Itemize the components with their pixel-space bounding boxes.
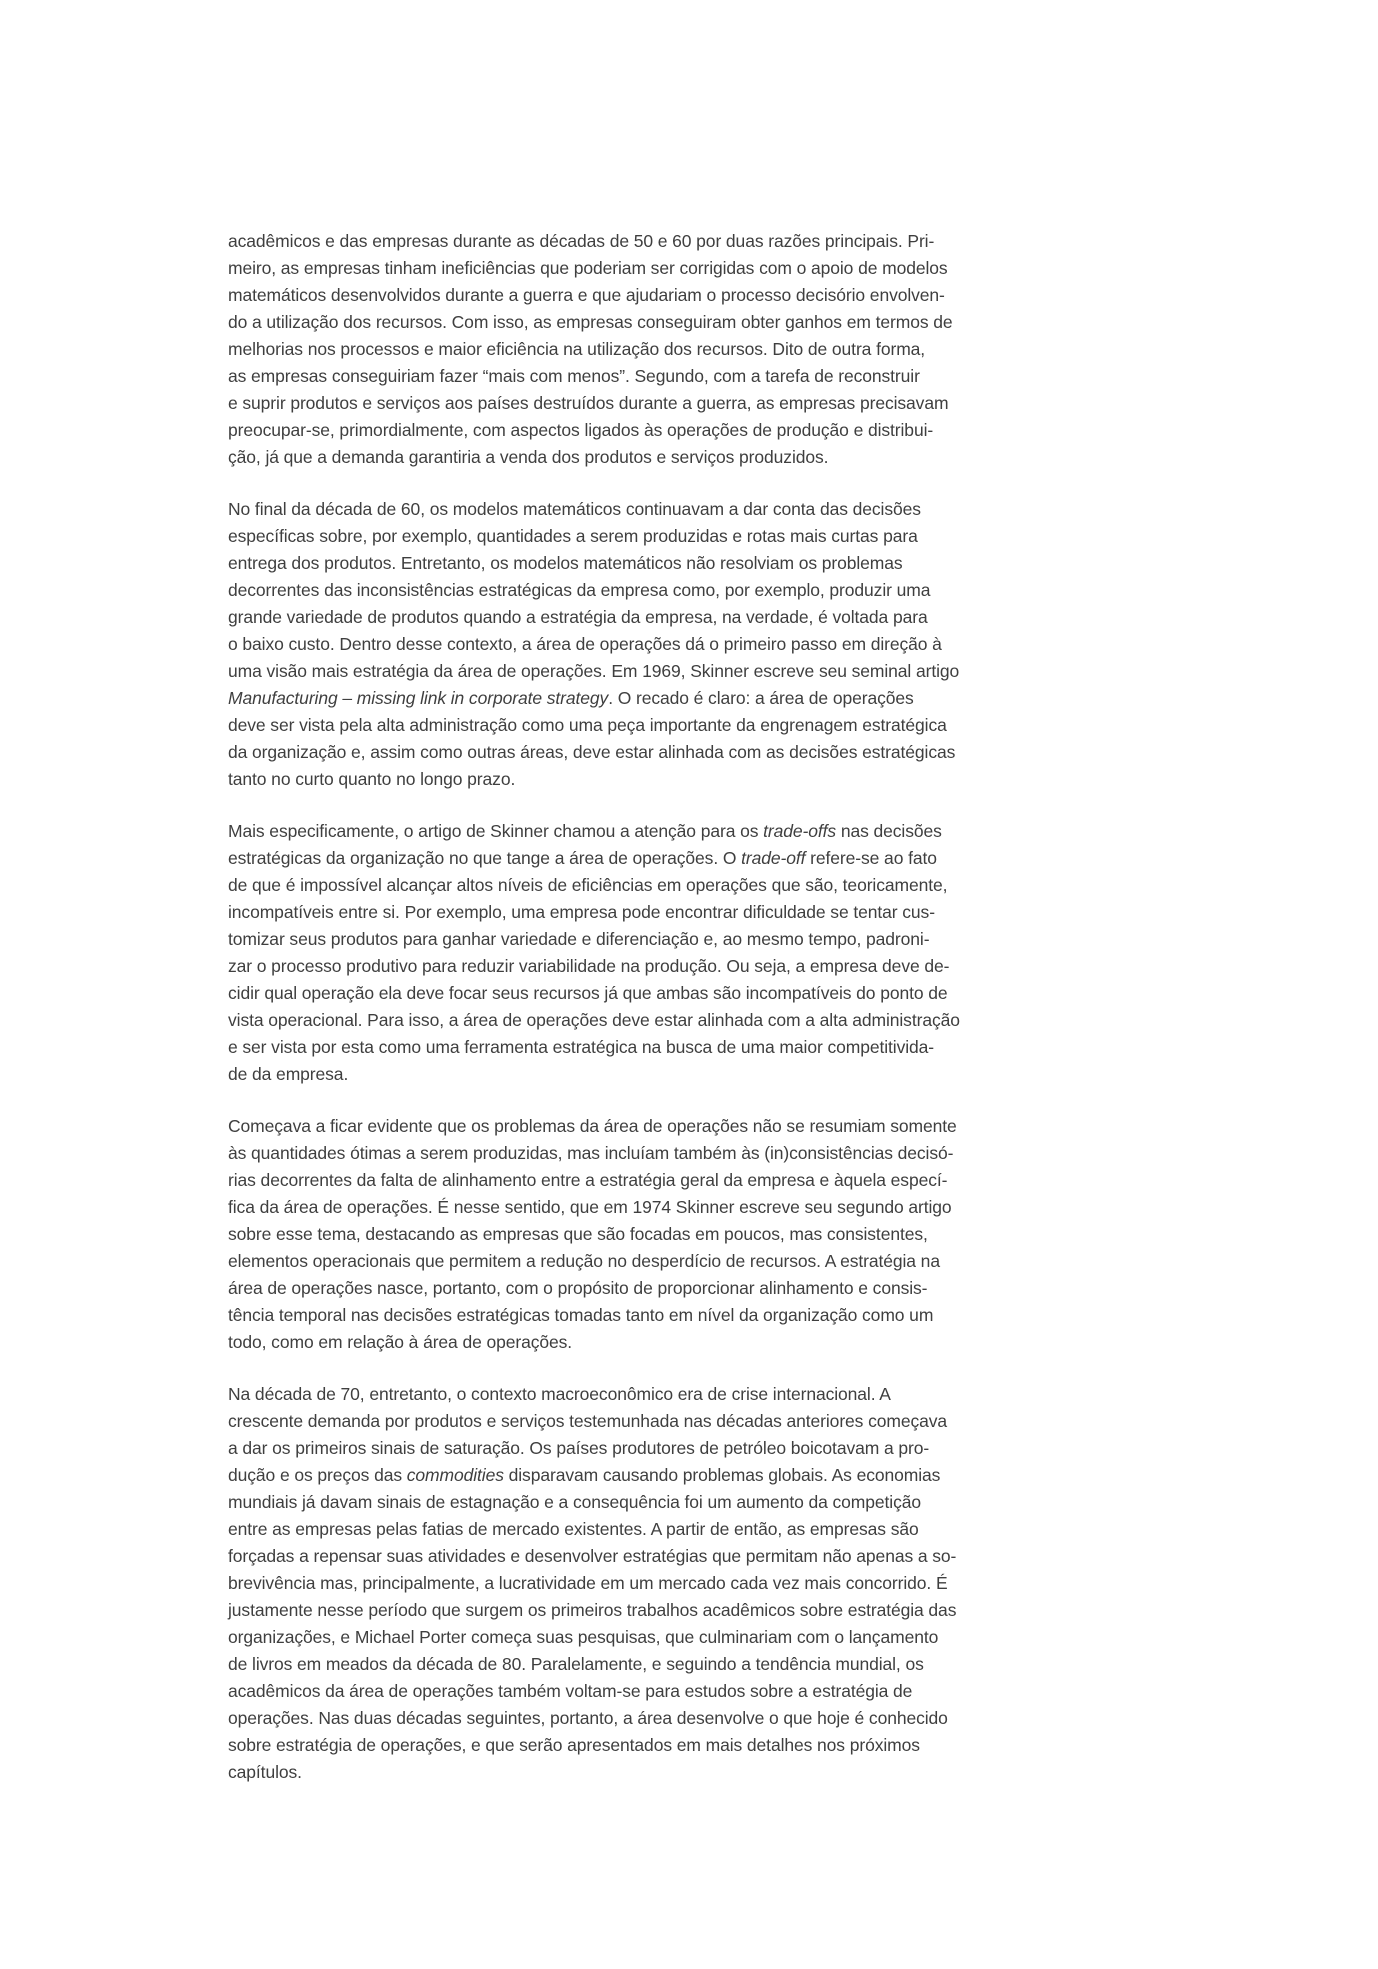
text-run: uma visão mais estratégia da área de operações. Em 1969, Skinner escreve seu seminal artigo bbox=[228, 661, 960, 681]
text-run: do a utilização dos recursos. Com isso, as empresas conseguiram obter ganhos em termos de bbox=[228, 312, 953, 332]
text-run: elementos operacionais que permitem a redução no desperdício de recursos. A estratégia na bbox=[228, 1251, 940, 1271]
text-line bbox=[228, 417, 990, 444]
text-line bbox=[228, 577, 990, 604]
text-run: justamente nesse período que surgem os primeiros trabalhos acadêmicos sobre estratégia das bbox=[228, 1600, 957, 1620]
text-line bbox=[228, 496, 990, 523]
text-line bbox=[228, 255, 990, 282]
text-run: área de operações nasce, portanto, com o propósito de proporcionar alinhamento e consis- bbox=[228, 1278, 928, 1298]
text-run: e suprir produtos e serviços aos países destruídos durante a guerra, as empresas precisavam bbox=[228, 393, 949, 413]
text-line bbox=[228, 390, 990, 417]
text-run: e ser vista por esta como uma ferramenta estratégica na busca de uma maior competitivida- bbox=[228, 1037, 935, 1057]
text-line bbox=[228, 1543, 990, 1570]
text-line bbox=[228, 1678, 990, 1705]
text-line bbox=[228, 1381, 990, 1408]
italic-text-run: trade-off bbox=[741, 848, 806, 868]
text-line bbox=[228, 1061, 990, 1088]
text-line bbox=[228, 1624, 990, 1651]
text-run: acadêmicos da área de operações também voltam-se para estudos sobre a estratégia de bbox=[228, 1681, 913, 1701]
text-line bbox=[228, 1248, 990, 1275]
text-line bbox=[228, 1570, 990, 1597]
text-line bbox=[228, 1194, 990, 1221]
text-line bbox=[228, 336, 990, 363]
text-line bbox=[228, 1007, 990, 1034]
text-line bbox=[228, 1302, 990, 1329]
text-line bbox=[228, 282, 990, 309]
text-run: refere-se ao fato bbox=[805, 848, 937, 868]
text-run: Na década de 70, entretanto, o contexto macroeconômico era de crise internacional. A bbox=[228, 1384, 891, 1404]
text-line bbox=[228, 1651, 990, 1678]
text-line bbox=[228, 1489, 990, 1516]
text-line bbox=[228, 444, 990, 471]
text-block bbox=[228, 228, 990, 1811]
text-line bbox=[228, 818, 990, 845]
text-run: dução e os preços das bbox=[228, 1465, 407, 1485]
text-line bbox=[228, 899, 990, 926]
text-run: incompatíveis entre si. Por exemplo, uma empresa pode encontrar dificuldade se tentar cus- bbox=[228, 902, 935, 922]
paragraph bbox=[228, 496, 990, 793]
text-run: tomizar seus produtos para ganhar variedade e diferenciação e, ao mesmo tempo, padroni- bbox=[228, 929, 930, 949]
text-line bbox=[228, 1140, 990, 1167]
text-line bbox=[228, 1732, 990, 1759]
text-run: disparavam causando problemas globais. As economias bbox=[503, 1465, 941, 1485]
text-run: matemáticos desenvolvidos durante a guerra e que ajudariam o processo decisório envolven- bbox=[228, 285, 945, 305]
text-run: decorrentes das inconsistências estratégicas da empresa como, por exemplo, produzir uma bbox=[228, 580, 931, 600]
text-line bbox=[228, 1408, 990, 1435]
text-run: da organização e, assim como outras áreas, deve estar alinhada com as decisões estratégicas bbox=[228, 742, 956, 762]
text-run: meiro, as empresas tinham ineficiências que poderiam ser corrigidas com o apoio de modelos bbox=[228, 258, 948, 278]
italic-text-run: Manufacturing – missing link in corporate strategy bbox=[228, 688, 609, 708]
text-run: o baixo custo. Dentro desse contexto, a área de operações dá o primeiro passo em direção à bbox=[228, 634, 942, 654]
text-run: a dar os primeiros sinais de saturação. Os países produtores de petróleo boicotavam a pro- bbox=[228, 1438, 930, 1458]
text-line bbox=[228, 1113, 990, 1140]
text-line bbox=[228, 1759, 990, 1786]
text-run: vista operacional. Para isso, a área de operações deve estar alinhada com a alta administração bbox=[228, 1010, 960, 1030]
text-run: melhorias nos processos e maior eficiência na utilização dos recursos. Dito de outra forma, bbox=[228, 339, 926, 359]
text-line bbox=[228, 926, 990, 953]
text-line bbox=[228, 685, 990, 712]
text-run: operações. Nas duas décadas seguintes, portanto, a área desenvolve o que hoje é conhecido bbox=[228, 1708, 948, 1728]
text-line bbox=[228, 1329, 990, 1356]
text-run: rias decorrentes da falta de alinhamento entre a estratégia geral da empresa e àquela especí- bbox=[228, 1170, 948, 1190]
text-line bbox=[228, 712, 990, 739]
text-line bbox=[228, 1705, 990, 1732]
text-run: deve ser vista pela alta administração como uma peça importante da engrenagem estratégica bbox=[228, 715, 947, 735]
text-line bbox=[228, 1167, 990, 1194]
italic-text-run: trade-offs bbox=[763, 821, 837, 841]
text-run: fica da área de operações. É nesse sentido, que em 1974 Skinner escreve seu segundo artigo bbox=[228, 1197, 952, 1217]
text-run: específicas sobre, por exemplo, quantidades a serem produzidas e rotas mais curtas para bbox=[228, 526, 918, 546]
text-run: de da empresa. bbox=[228, 1064, 349, 1084]
text-run: todo, como em relação à área de operações. bbox=[228, 1332, 573, 1352]
text-line bbox=[228, 309, 990, 336]
text-run: entrega dos produtos. Entretanto, os modelos matemáticos não resolviam os problemas bbox=[228, 553, 903, 573]
text-run: ção, já que a demanda garantiria a venda dos produtos e serviços produzidos. bbox=[228, 447, 829, 467]
text-line bbox=[228, 523, 990, 550]
text-line bbox=[228, 604, 990, 631]
text-line bbox=[228, 980, 990, 1007]
text-run: acadêmicos e das empresas durante as décadas de 50 e 60 por duas razões principais. Pri- bbox=[228, 231, 935, 251]
text-line bbox=[228, 1435, 990, 1462]
text-line bbox=[228, 631, 990, 658]
text-run: preocupar-se, primordialmente, com aspectos ligados às operações de produção e distribui- bbox=[228, 420, 934, 440]
text-run: nas decisões bbox=[836, 821, 942, 841]
italic-text-run: commodities bbox=[406, 1465, 504, 1485]
text-line bbox=[228, 228, 990, 255]
text-run: entre as empresas pelas fatias de mercado existentes. A partir de então, as empresas são bbox=[228, 1519, 919, 1539]
paragraph bbox=[228, 818, 990, 1088]
text-run: forçadas a repensar suas atividades e desenvolver estratégias que permitam não apenas a so- bbox=[228, 1546, 957, 1566]
paragraph bbox=[228, 1381, 990, 1786]
text-run: às quantidades ótimas a serem produzidas, mas incluíam também às (in)consistências decisó- bbox=[228, 1143, 954, 1163]
text-line bbox=[228, 953, 990, 980]
text-run: de que é impossível alcançar altos níveis de eficiências em operações que são, teoricamente, bbox=[228, 875, 948, 895]
text-line bbox=[228, 1516, 990, 1543]
text-run: organizações, e Michael Porter começa suas pesquisas, que culminariam com o lançamento bbox=[228, 1627, 939, 1647]
text-run: No final da década de 60, os modelos matemáticos continuavam a dar conta das decisões bbox=[228, 499, 921, 519]
text-line bbox=[228, 1275, 990, 1302]
paragraph bbox=[228, 1113, 990, 1356]
text-run: mundiais já davam sinais de estagnação e a consequência foi um aumento da competição bbox=[228, 1492, 922, 1512]
paragraph bbox=[228, 228, 990, 471]
text-run: tência temporal nas decisões estratégicas tomadas tanto em nível da organização como um bbox=[228, 1305, 934, 1325]
text-line bbox=[228, 739, 990, 766]
text-run: grande variedade de produtos quando a estratégia da empresa, na verdade, é voltada para bbox=[228, 607, 928, 627]
text-line bbox=[228, 845, 990, 872]
text-run: cidir qual operação ela deve focar seus recursos já que ambas são incompatíveis do ponto de bbox=[228, 983, 948, 1003]
text-run: crescente demanda por produtos e serviços testemunhada nas décadas anteriores começava bbox=[228, 1411, 948, 1431]
text-run: . O recado é claro: a área de operações bbox=[608, 688, 914, 708]
text-line bbox=[228, 872, 990, 899]
text-run: zar o processo produtivo para reduzir variabilidade na produção. Ou seja, a empresa deve de- bbox=[228, 956, 950, 976]
text-line bbox=[228, 1597, 990, 1624]
text-run: Mais especificamente, o artigo de Skinner chamou a atenção para os bbox=[228, 821, 764, 841]
text-line bbox=[228, 550, 990, 577]
text-line bbox=[228, 1034, 990, 1061]
text-line bbox=[228, 1462, 990, 1489]
text-line bbox=[228, 766, 990, 793]
text-line bbox=[228, 363, 990, 390]
text-run: de livros em meados da década de 80. Paralelamente, e seguindo a tendência mundial, os bbox=[228, 1654, 924, 1674]
text-run: estratégicas da organização no que tange a área de operações. O bbox=[228, 848, 742, 868]
text-run: Começava a ficar evidente que os problemas da área de operações não se resumiam somente bbox=[228, 1116, 957, 1136]
text-line bbox=[228, 1221, 990, 1248]
text-run: brevivência mas, principalmente, a lucratividade em um mercado cada vez mais concorrido. É bbox=[228, 1573, 948, 1593]
text-line bbox=[228, 658, 990, 685]
text-run: as empresas conseguiriam fazer “mais com menos”. Segundo, com a tarefa de reconstruir bbox=[228, 366, 920, 386]
text-run: sobre esse tema, destacando as empresas que são focadas em poucos, mas consistentes, bbox=[228, 1224, 928, 1244]
text-run: sobre estratégia de operações, e que serão apresentados em mais detalhes nos próximos bbox=[228, 1735, 920, 1755]
text-run: tanto no curto quanto no longo prazo. bbox=[228, 769, 516, 789]
text-run: capítulos. bbox=[228, 1762, 302, 1782]
